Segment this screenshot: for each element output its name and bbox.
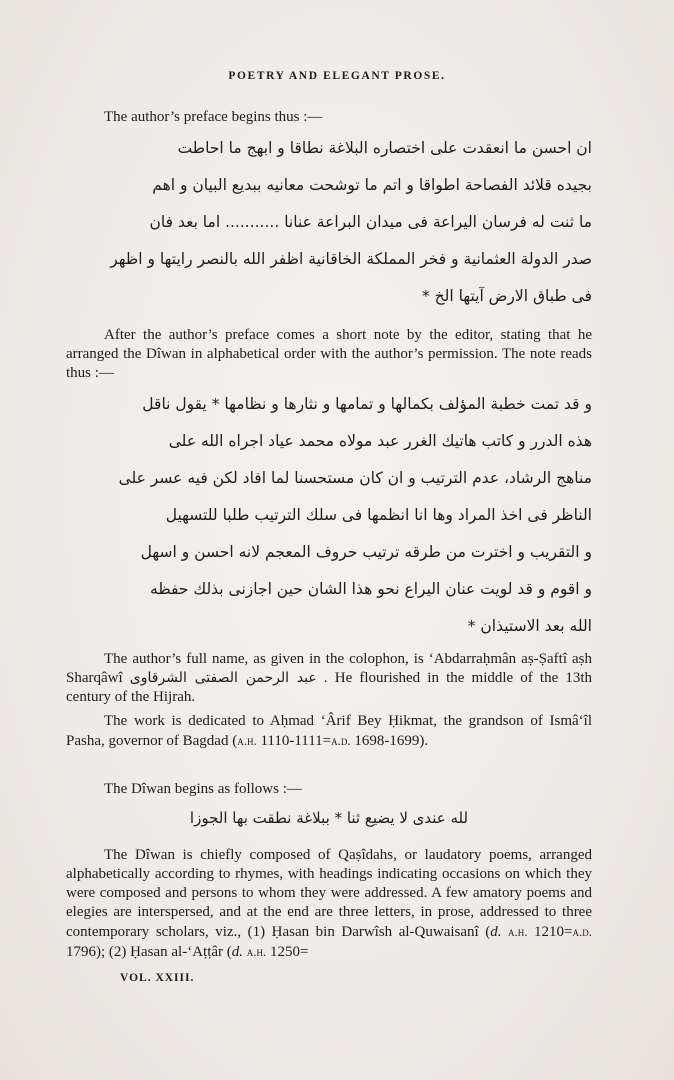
- preface-intro: The author’s preface begins thus :—: [104, 109, 323, 125]
- editor-note: After the author’s preface comes a short note by the editor, stating that he arranged the Dîwan in alphabetical order with the author’s permission. The note reads thus :—: [66, 327, 592, 381]
- era-ad: a.d.: [331, 733, 351, 748]
- arabic-line: ان احسن ما انعقدت على اختصاره البلاغة نطاقا و ابهج ما احاطت: [177, 139, 592, 157]
- arabic-line: بجيده قلائد الفصاحة اطواقا و اتم ما توشحت معانيه ببديع البيان و اهم: [152, 176, 592, 194]
- preface-arabic-block: [66, 130, 592, 315]
- date: 1250=: [270, 944, 309, 960]
- died-abbr: d.: [490, 924, 502, 940]
- arabic-line: فى طباق الارض آيتها الخ *: [421, 287, 592, 305]
- editor-arabic-block: [66, 386, 592, 645]
- arabic-line: و اقوم و قد لويت عنان اليراع نحو هذا الشان حين اجازنى بذلك حفظه: [150, 580, 592, 598]
- arabic-line: و التقريب و اخترت من طرقه ترتيب حروف المعجم لانه احسن و اسهل: [140, 543, 592, 561]
- dedication-text: The work is dedicated to Aḥmad ‘Ârif Bey Ḥikmat, the grandson of Ismâ‘îl Pasha, governor of Bagdad (: [66, 713, 592, 749]
- author-name-text-after: . He flourished in the middle of the 13th century of the Hijrah.: [66, 670, 593, 705]
- diwan-description: [66, 846, 592, 962]
- dedication-block: [66, 712, 592, 751]
- running-header: POETRY AND ELEGANT PROSE.: [228, 70, 446, 82]
- author-name-block: [66, 650, 592, 707]
- died-abbr: d.: [231, 944, 244, 960]
- arabic-line: صدر الدولة العثمانية و فخر المملكة الخاقانية اظفر الله بالنصر رايتها و اظهر: [110, 250, 592, 268]
- arabic-line: مناهج الرشاد، عدم الترتيب و ان كان مستحسنا لما افاد لكن فيه عسر على: [118, 469, 592, 487]
- arabic-line: و قد تمت خطبة المؤلف بكمالها و تمامها و نثارها و نظامها * يقول ناقل: [142, 395, 592, 413]
- diwan-verse-block: [66, 806, 592, 830]
- preface-intro-block: [66, 108, 592, 127]
- editor-note-block: [66, 326, 592, 383]
- diwan-verse: لله عندى لا يضيع ثنا * ببلاغة نطقت بها الجوزا: [189, 809, 469, 827]
- era-ad: a.d.: [572, 924, 592, 939]
- era-ah: a.h.: [246, 944, 267, 959]
- dedication-paragraph: [66, 712, 592, 751]
- date: 1210=: [534, 924, 573, 940]
- era-ah: a.h.: [508, 924, 528, 939]
- author-name-paragraph: [66, 650, 592, 707]
- volume-signature: VOL. XXIII.: [120, 972, 195, 984]
- diwan-description-block: [66, 846, 592, 962]
- author-name-text: The author’s full name, as given in the colophon, is ‘Abdarraḥmân aṣ-Ṣaftî aṣh Sharqâwî: [66, 651, 592, 686]
- arabic-line: الله بعد الاستيذان *: [467, 617, 592, 635]
- description-text: The Dîwan is chiefly composed of Qaṣîdahs, or laudatory poems, arranged alphabetically according to rhymes, with headings indicating occasions on which they were composed and persons to whom they were addressed. A few amatory poems and elegies are interspersed, and at the end are three letters, in prose, addressed to three contemporary scholars, viz., (1) Ḥasan bin Darwîsh al-Quwaisanî (: [66, 847, 592, 940]
- arabic-line: الناظر فى اخذ المراد وها انا انظمها فى سلك الترتيب طلبا للتسهيل: [165, 506, 592, 524]
- arabic-line: هذه الدرر و كاتب هاتيك الغرر عبد مولاه محمد عياد اجراه الله على: [168, 432, 592, 450]
- diwan-begins: The Dîwan begins as follows :—: [104, 781, 302, 797]
- arabic-line: ما ثنت له فرسان اليراعة فى ميدان البراعة عنانا ........... اما بعد فان: [149, 213, 592, 231]
- date-range: 1698-1699).: [354, 733, 429, 749]
- author-name-arabic: عبد الرحمن الصفتى الشرقاوى: [129, 670, 317, 686]
- era-ah: a.h.: [237, 733, 257, 748]
- diwan-begins-block: [66, 780, 592, 799]
- date-range: 1110-1111=: [260, 733, 332, 749]
- description-text: 1796); (2) Ḥasan al-‘Aṭṭâr (: [66, 944, 232, 960]
